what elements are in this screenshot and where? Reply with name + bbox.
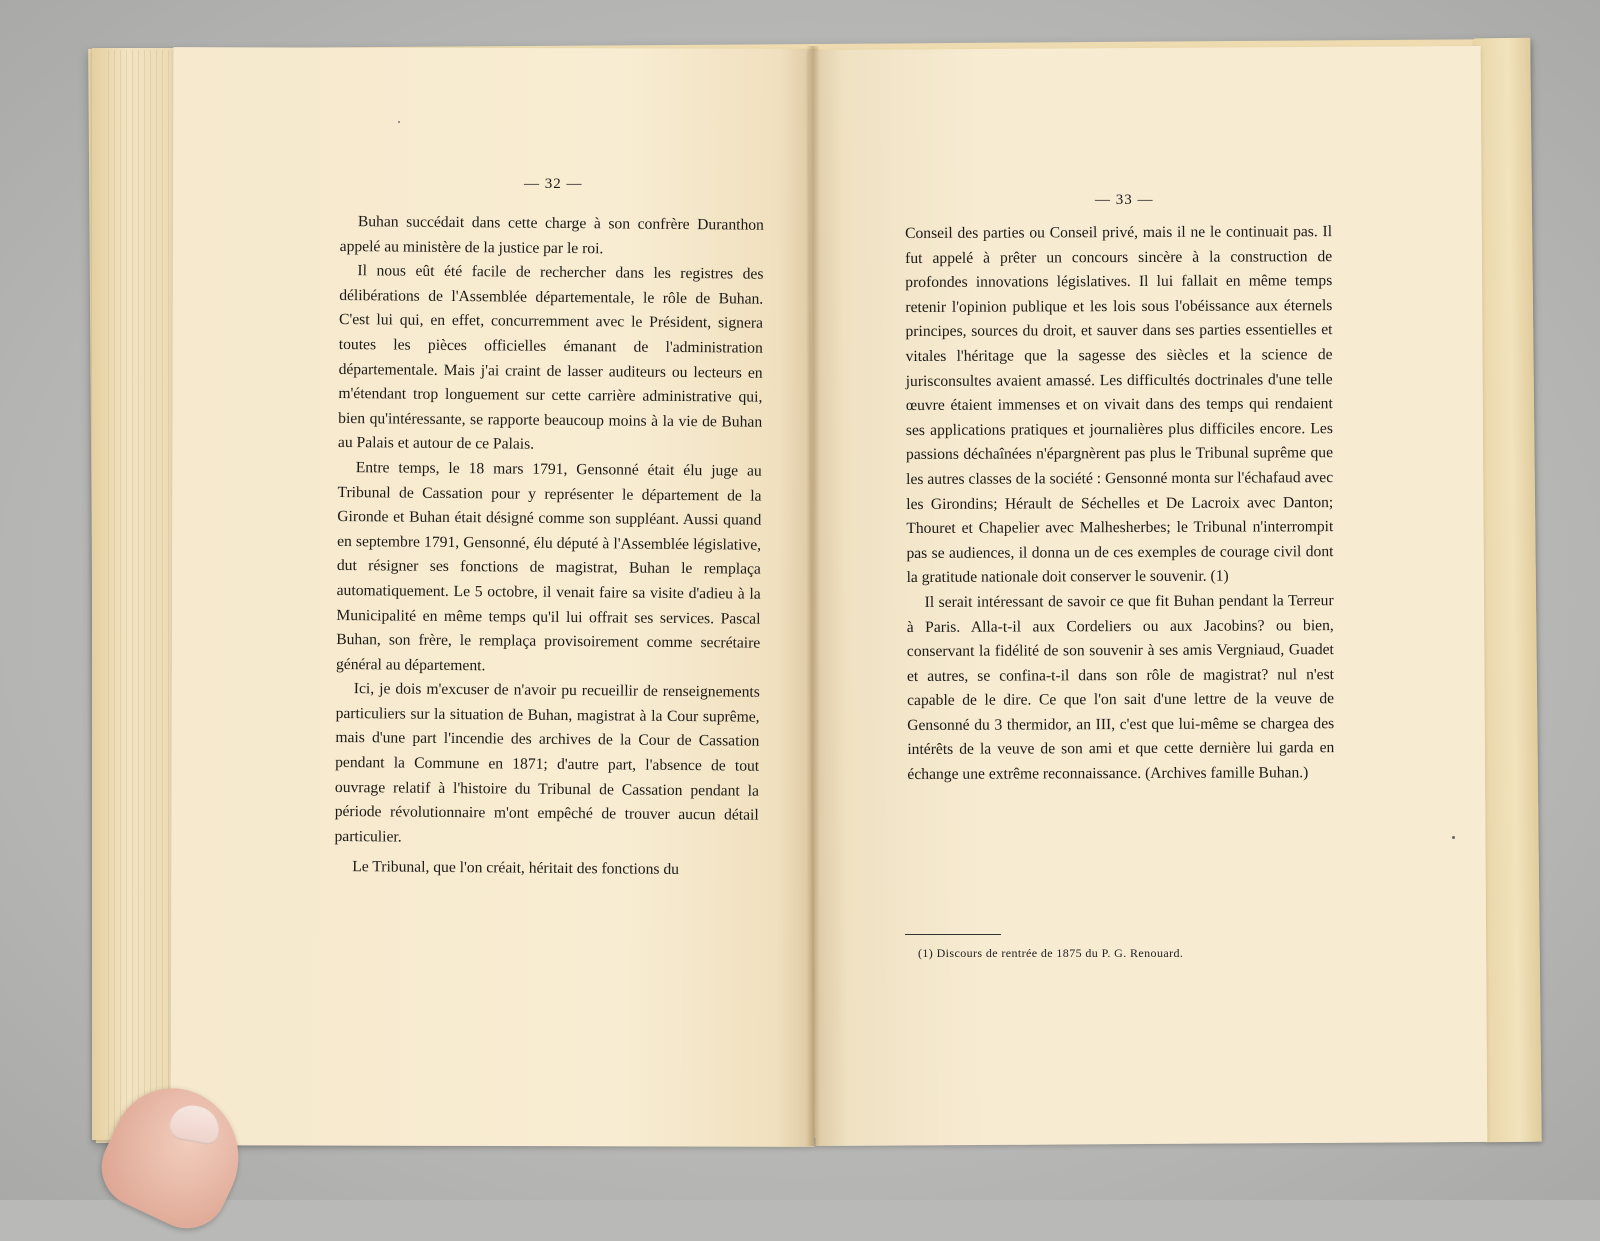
book-gutter — [806, 46, 820, 1146]
paragraph: Ici, je dois m'excuser de n'avoir pu recueillir de renseignements particuliers sur la situation de Buhan, magistrat à la Cour suprême, mais d'une part l'incendie des archives de la Cour de Cassation pendant la Commune en 1871; d'autre part, l'absence de tout ouvrage relatif à l'histoire du Tribunal de Cassation pendant la période révolutionnaire m'ont empêché de trouver aucun détail particulier. — [334, 680, 760, 846]
paragraph: Il nous eût été facile de rechercher dans les registres des délibérations de l'Assemblée départementale, le rôle de Buhan. C'est lui qui, en effet, concurremment avec le Président, signera toutes les pièces officielles émanant de l'administration départementale. Mais j'ai craint de lasser auditeurs ou lecteurs en m'étendant trop longuement sur cette carrière administrative qui, bien qu'intéressante, se rapporte beaucoup moins à la vie de Buhan au Palais et autour de ce Palais. — [337, 262, 764, 454]
footnote: (1) Discours de rentrée de 1875 du P. G. Renouard. — [918, 946, 1184, 960]
paper-speck — [1452, 836, 1455, 839]
right-page-number: — 33 — — [1095, 192, 1154, 208]
left-page-number: — 32 — — [524, 176, 583, 192]
paragraph: Buhan succédait dans cette charge à son confrère Duranthon appelé au ministère de la justice par le roi. — [339, 213, 764, 257]
paper-speck — [398, 121, 400, 123]
paragraph: Il serait intéressant de savoir ce que fit Buhan pendant la Terreur à Paris. Alla-t-il aux Cordeliers ou aux Jacobins? ou bien, conservant la fidélité de son souvenir à ses amis Vergniaud, Guadet et autres, se confina-t-il dans son rôle de magistrat? nul n'est capable de le dire. Ce que l'on sait d'une lettre de la veuve de Gensonné du 3 thermidor, an III, c'est que lui-même se chargea des intérêts de la veuve de son ami et que cette dernière lui garda en échange une extrême reconnaissance. (Archives famille Buhan.) — [906, 592, 1335, 784]
paragraph: Entre temps, le 18 mars 1791, Gensonné était élu juge au Tribunal de Cassation pour y représenter le département de la Gironde et Buhan était désigné comme son suppléant. Aussi quand en septembre 1791, Gensonné, élu député à l'Assemblée législative, dut résigner ses fonctions de magistrat, Buhan le remplaça automatiquement. Le 5 octobre, il venait faire sa visite d'adieu à la Municipalité en même temps qu'il lui offrait ses services. Pascal Buhan, son frère, le remplaça provisoirement comme secrétaire général au département. — [335, 459, 762, 674]
paragraph: Conseil des parties ou Conseil privé, mais il ne le continuait pas. Il fut appelé à prêter un concours sincère à la construction de profondes innovations législatives. Il lui fallait en même temps retenir l'opinion publique et les lois sous l'obéissance aux éternels principes, sources du droit, et sauver dans ses parties essentielles et vitales l'héritage que la sagesse des siècles et la science de jurisconsultes avaient amassé. Les difficultés doctrinales d'une telle œuvre étaient immenses et on vivait dans des temps qui rendaient ses applications pratiques et journalières plus difficiles encore. Les passions déchaînées n'épargnèrent pas plus le Tribunal suprême que les autres classes de la société : Gensonné monta sur l'échafaud avec les Girondins; Hérault de Séchelles et De Lacroix avec Danton; Thouret et Chapelier avec Malhesherbes; le Tribunal n'interrompit pas se audiences, il donna un de ces exemples de courage civil dont la gratitude nationale doit conserver le souvenir. (1) — [905, 223, 1334, 587]
paragraph: Le Tribunal, que l'on créait, héritait des fonctions du — [352, 858, 680, 879]
page-stack-edges — [108, 50, 174, 1136]
right-page-body — [905, 220, 1334, 788]
left-page-body — [334, 210, 764, 884]
footnote-rule — [905, 934, 1001, 935]
